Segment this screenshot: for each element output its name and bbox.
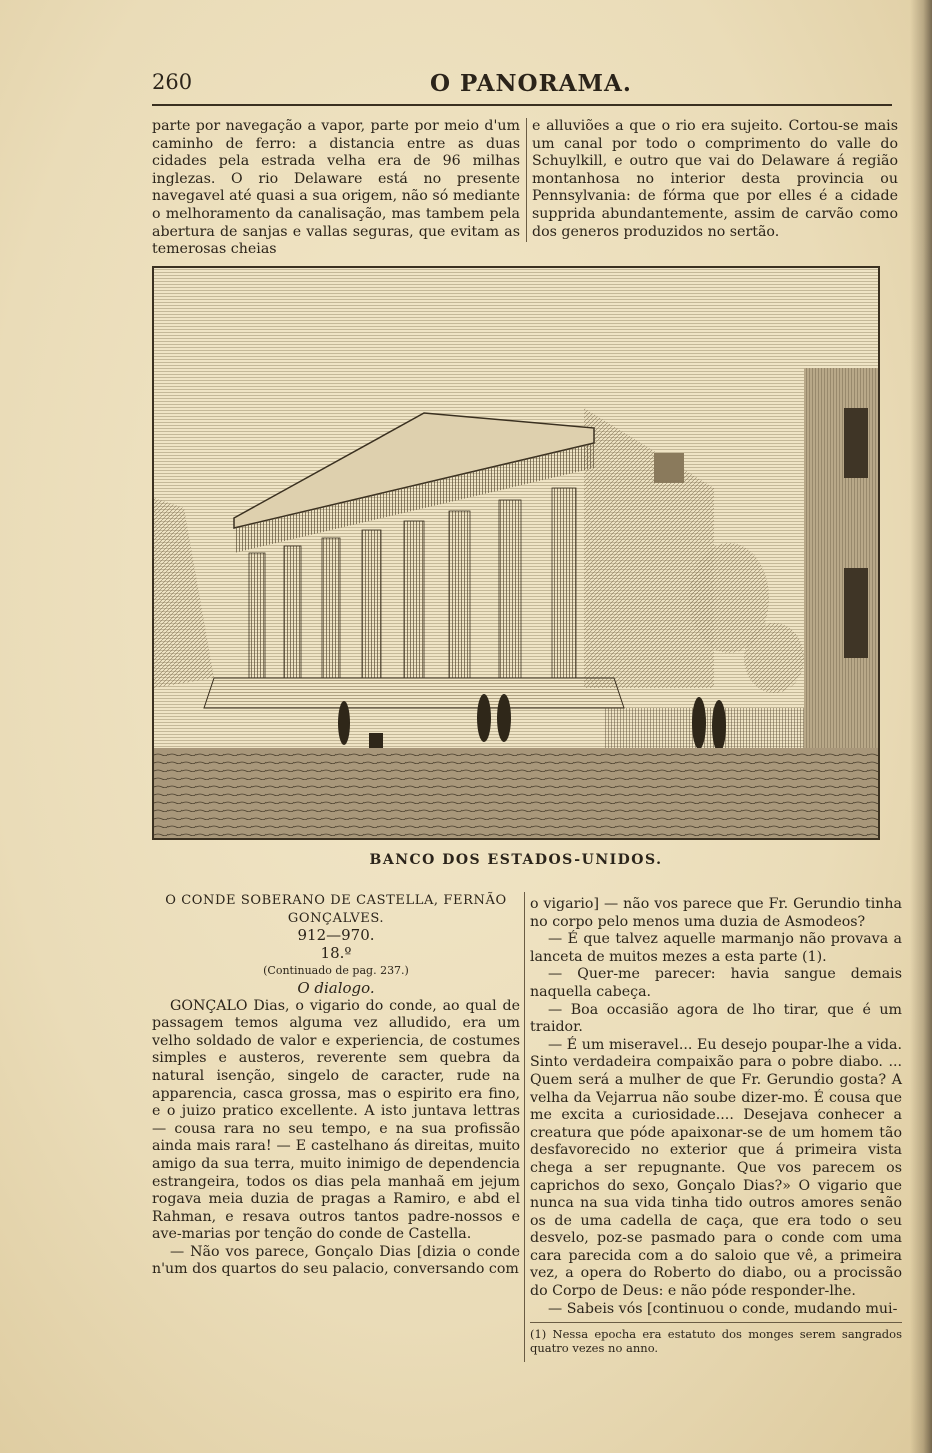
paragraph: — Sabeis vós [continuou o conde, mudando mui-: [548, 1300, 898, 1317]
paragraph: — Boa occasião agora de lho tirar, que é um traidor.: [530, 1001, 902, 1036]
article-left-column: [152, 892, 520, 1279]
top-right-paragraph: e alluviões a que o rio era sujeito. Cortou-se mais um canal por todo o comprimento do valle do Schuylkill, e outro que vai do Delaware á região montanhosa no interior desta provincia ou Pennsylvania: de fórma que por elles é a cidade supprida abundantemente, assim de carvão como dos generos produzidos no sertão.: [532, 118, 898, 240]
article-title: O CONDE SOBERANO DE CASTELLA, FERNÃO GONÇALVES.: [165, 893, 507, 926]
engraving-drawing: [154, 268, 878, 838]
column-separator-bottom: [524, 892, 525, 1362]
top-right-column: [532, 118, 898, 241]
section-title: O dialogo.: [297, 978, 375, 997]
paragraph: — É um miseravel... Eu desejo poupar-lhe a vida. Sinto verdadeira compaixão para o pobre diabo. ... Quem será a mulher de que Fr. Gerundio gosta? A velha da Vejarrua não soube dizer-mo. É cousa que me excita a curiosidade.... Desejava conhecer a creatura que póde apaixonar-se de um homem tão desfavorecido no exterior que á primeira vista chega a ser repugnante. Que vos parecem os caprichos do sexo, Gonçalo Dias?» O vigario que nunca na sua vida tinha tido outros amores senão os de uma cadella de caça, que era todo o seu desvelo, poz-se pasmado para o conde com uma cara parecida com a do saloio que vê, a primeira vez, a opera do Roberto do diabo, ou a procissão do Corpo de Deus: e não póde responder-lhe.: [530, 1036, 902, 1300]
paragraph: o vigario] — não vos parece que Fr. Gerundio tinha no corpo pelo menos uma duzia de Asmodeos?: [530, 896, 902, 930]
page-number: 260: [152, 70, 193, 94]
running-head-title: O PANORAMA.: [430, 70, 632, 97]
footnote-rule: [530, 1322, 902, 1323]
paragraph: — Quer-me parecer: havia sangue demais naquella cabeça.: [530, 966, 902, 1000]
engraving-bank-of-united-states: [152, 266, 880, 840]
top-left-paragraph: parte por navegação a vapor, parte por meio d'um caminho de ferro: a distancia entre as duas cidades pela estrada velha era de 96 milhas inglezas. O rio Delaware está no presente navegavel até quasi a sua origem, não só mediante o melhoramento da canalisação, mas tambem pela abertura de sanjas e vallas seguras, que evitam as temerosas cheias: [152, 118, 520, 258]
paragraph: GONÇALO Dias, o vigario do conde, ao qual de passagem temos alguma vez alludido, era um velho soldado de valor e experiencia, de costumes simples e austeros, reverente sem quebra da natural isenção, singelo de caracter, rude na apparencia, casca grossa, mas o espirito era fino, e o juizo pratico excellente. A isto juntava lettras — cousa rara no seu tempo, e na sua profissão ainda mais rara! — E castelhano ás direitas, muito amigo da sua terra, muito inimigo de dependencia estrangeira, todos os dias pela manhaã em jejum rogava meia duzia de pragas a Ramiro, e abd el Rahman, e resava outros tantos padre-nossos e ave-marias por tenção do conde de Castella.: [152, 997, 520, 1243]
illustration-caption: BANCO DOS ESTADOS-UNIDOS.: [369, 852, 663, 868]
article-dates: 912—970.: [297, 926, 375, 945]
paragraph: — Não vos parece, Gonçalo Dias [dizia o conde n'um dos quartos do seu palacio, conversando com: [152, 1243, 520, 1278]
front-steps: [204, 678, 624, 708]
header-rule: [152, 104, 892, 106]
column-separator-top: [526, 118, 527, 242]
continued-note: (Continuado de pag. 237.): [263, 964, 409, 978]
binding-edge-shadow: [910, 0, 932, 1453]
chapter-number: 18.º: [320, 943, 352, 962]
tree: [744, 623, 804, 693]
street: [154, 748, 878, 838]
top-left-column: [152, 118, 520, 259]
article-right-column: [530, 896, 902, 1355]
paragraph: — É que talvez aquelle marmanjo não provava a lanceta de muitos mezes a esta parte (1).: [530, 931, 902, 965]
footnote: (1) Nessa epocha era estatuto dos monges serem sangrados quatro vezes no anno.: [530, 1327, 902, 1356]
